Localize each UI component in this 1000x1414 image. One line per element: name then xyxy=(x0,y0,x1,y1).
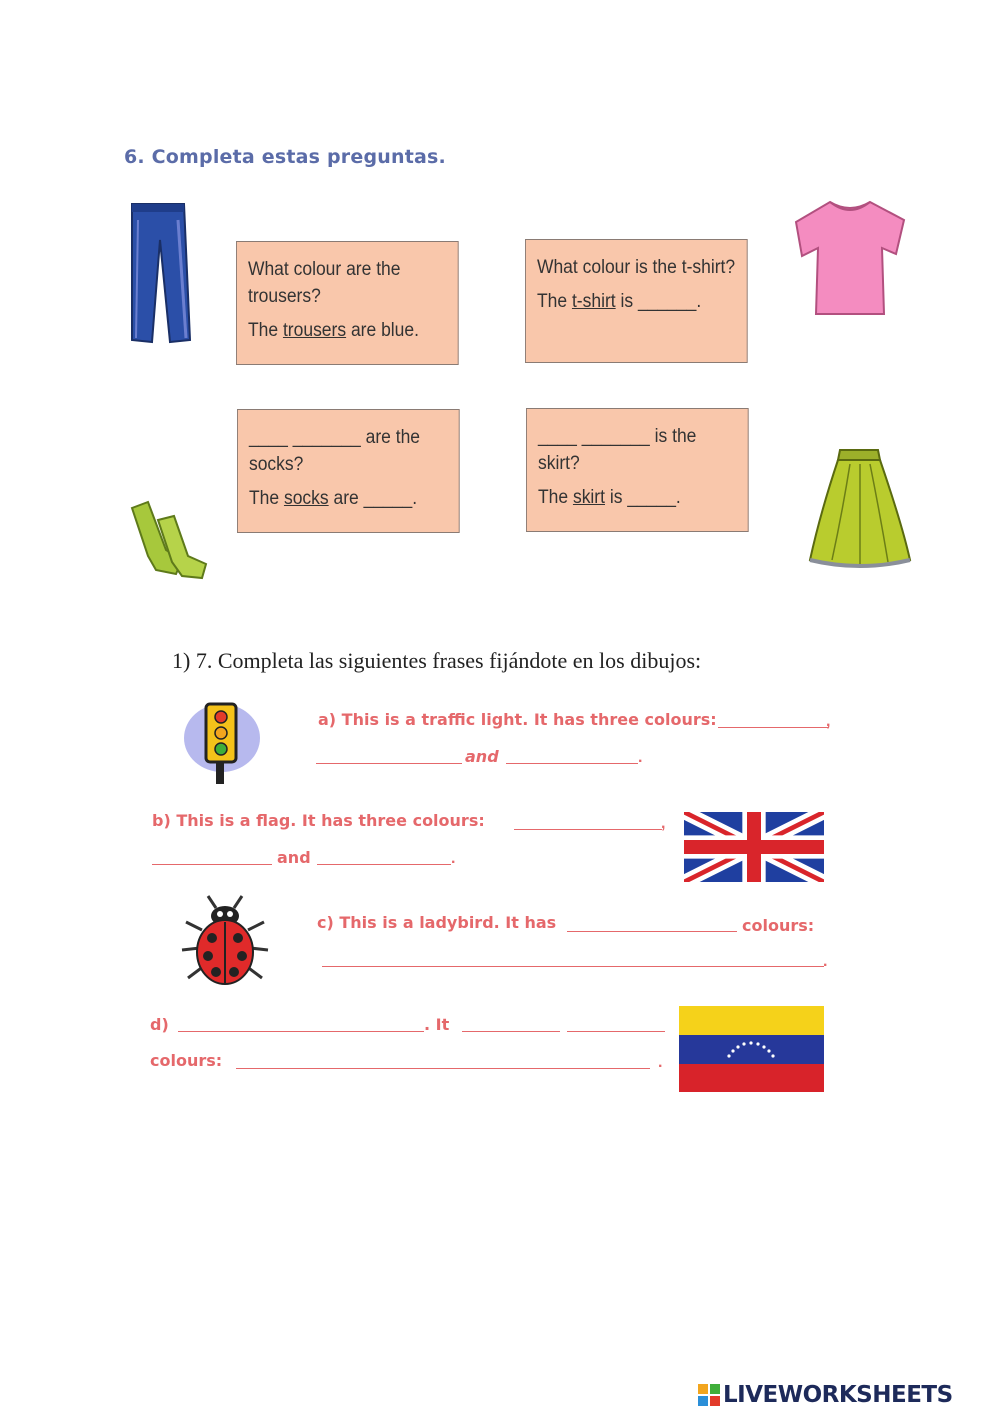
item-b-text: b) This is a flag. It has three colours: xyxy=(152,811,485,830)
answer-line-a3[interactable] xyxy=(506,763,638,764)
ladybird-illustration xyxy=(180,894,270,990)
answer-prefix: The xyxy=(248,488,284,509)
item-d-dot: . xyxy=(658,1054,663,1071)
item-b-dot: . xyxy=(451,850,456,867)
question-text[interactable]: ____ _______ is the skirt? xyxy=(537,426,697,474)
answer-prefix: The xyxy=(537,487,573,508)
answer-line-d4[interactable] xyxy=(236,1068,650,1069)
answer-suffix[interactable]: is ______. xyxy=(615,291,702,312)
answer-line-c2[interactable] xyxy=(322,966,824,967)
question-box-socks xyxy=(237,409,460,533)
liveworksheets-logo xyxy=(698,1382,953,1408)
answer-line-c1[interactable] xyxy=(567,931,737,932)
answer-prefix: The xyxy=(247,320,283,341)
item-a-and: and xyxy=(465,747,499,766)
item-b-and: and xyxy=(277,848,311,867)
answer-line-d1[interactable] xyxy=(178,1031,424,1032)
answer-line-a2[interactable] xyxy=(316,763,462,764)
answer-line-d3[interactable] xyxy=(567,1031,665,1032)
item-a-dot: . xyxy=(638,749,643,766)
liveworksheets-brand-text: LIVEWORKSHEETS xyxy=(723,1382,953,1408)
exercise-7-title: 1) 7. Completa las siguientes frases fijándote en los dibujos: xyxy=(172,648,702,673)
answer-line-b2[interactable] xyxy=(152,864,272,865)
item-c-text: c) This is a ladybird. It has xyxy=(317,913,557,932)
answer-suffix[interactable]: are _____. xyxy=(328,488,418,509)
question-box-trousers xyxy=(236,241,459,365)
trousers-illustration xyxy=(124,200,196,348)
answer-line-a1[interactable] xyxy=(718,727,828,728)
answer-noun: socks xyxy=(283,488,329,509)
answer-line-b3[interactable] xyxy=(317,864,451,865)
item-b-comma: , xyxy=(661,815,666,832)
item-d-it: . It xyxy=(424,1015,450,1034)
answer-noun: t-shirt xyxy=(571,291,616,312)
answer-line-b1[interactable] xyxy=(514,829,662,830)
answer-text xyxy=(249,485,450,512)
answer-suffix[interactable]: is _____. xyxy=(604,487,681,508)
exercise-6-title: 6. Completa estas preguntas. xyxy=(124,146,446,168)
liveworksheets-logo-icon xyxy=(698,1384,720,1406)
answer-suffix: are blue. xyxy=(346,320,419,341)
item-a-comma: , xyxy=(826,713,831,730)
item-a-text: a) This is a traffic light. It has three colours: xyxy=(318,710,717,729)
tshirt-illustration xyxy=(792,196,910,320)
question-box-skirt xyxy=(526,408,749,532)
answer-noun: trousers xyxy=(282,320,347,341)
question-text: What colour is the t-shirt? xyxy=(536,257,736,278)
skirt-illustration xyxy=(806,444,914,572)
traffic-light-illustration xyxy=(182,698,264,788)
answer-text xyxy=(538,484,739,511)
item-c-colours: colours: xyxy=(742,916,815,935)
answer-noun: skirt xyxy=(572,487,605,508)
item-d-label: d) xyxy=(150,1015,169,1034)
answer-text xyxy=(537,288,738,315)
item-d-colours: colours: xyxy=(150,1051,223,1070)
uk-flag-illustration xyxy=(684,812,824,882)
answer-text xyxy=(248,317,449,344)
question-box-tshirt xyxy=(525,239,748,363)
item-c-dot: . xyxy=(823,953,828,970)
question-text[interactable]: ____ _______ are the socks? xyxy=(248,427,421,475)
socks-illustration xyxy=(126,498,216,582)
question-text: What colour are the trousers? xyxy=(247,259,401,307)
answer-prefix: The xyxy=(536,291,572,312)
venezuela-flag-illustration xyxy=(679,1006,824,1092)
answer-line-d2[interactable] xyxy=(462,1031,560,1032)
